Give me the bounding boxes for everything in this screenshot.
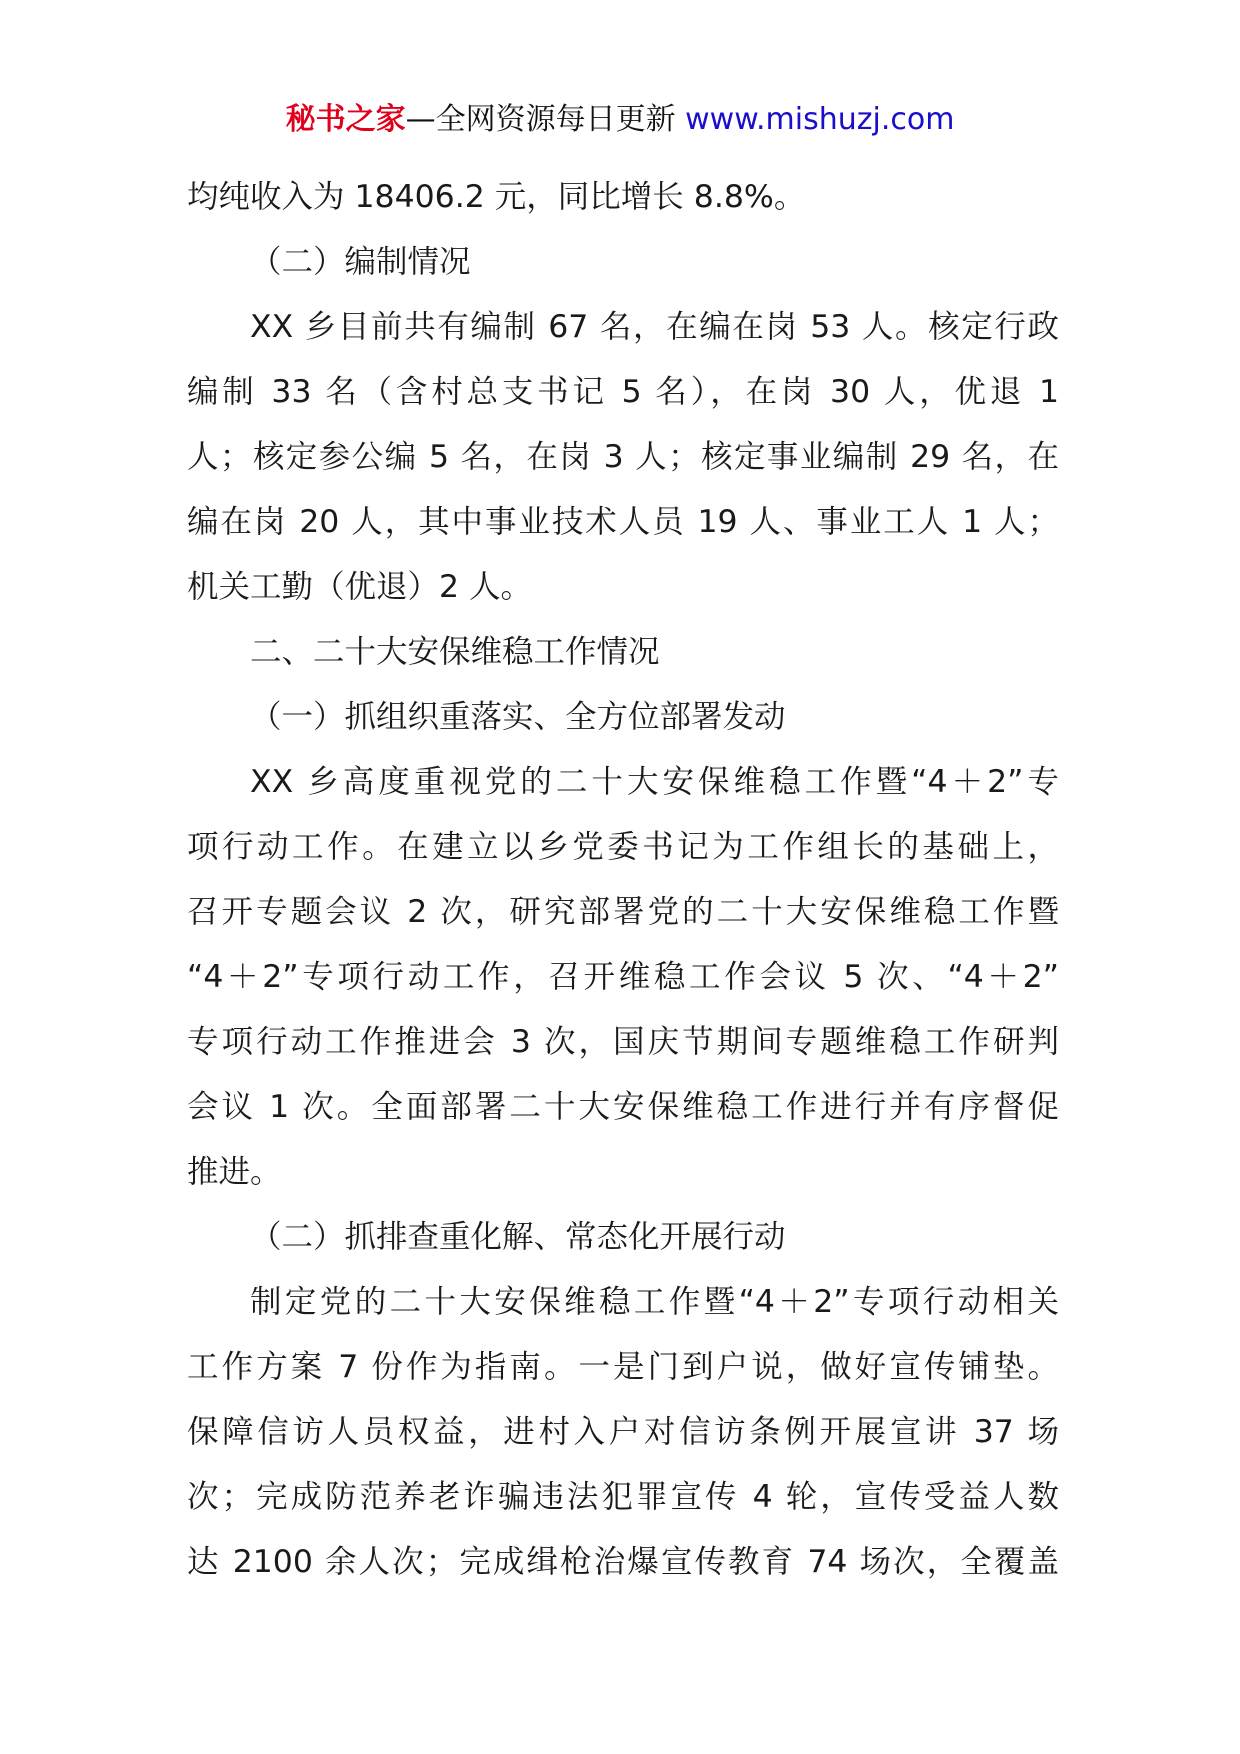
site-url-link[interactable]: www.mishuzj.com xyxy=(685,102,955,137)
text-line: 保障信访人员权益，进村入户对信访条例开展宣讲 37 场 xyxy=(187,1414,1059,1450)
section-heading: （二）抓排查重化解、常态化开展行动 xyxy=(250,1219,786,1255)
text-line: 均纯收入为 18406.2 元，同比增长 8.8%。 xyxy=(187,179,806,215)
text-line: 人；核定参公编 5 名，在岗 3 人；核定事业编制 29 名，在 xyxy=(187,439,1059,475)
watermark-header xyxy=(0,100,1240,140)
text-line: 制定党的二十大安保维稳工作暨“4＋2”专项行动相关 xyxy=(250,1284,1059,1320)
section-heading: （一）抓组织重落实、全方位部署发动 xyxy=(250,699,786,735)
text-line: 机关工勤（优退）2 人。 xyxy=(187,569,533,605)
header-slogan: —全网资源每日更新 xyxy=(405,102,686,137)
text-line: 推进。 xyxy=(187,1154,282,1190)
text-line: 工作方案 7 份作为指南。一是门到户说，做好宣传铺垫。 xyxy=(187,1349,1059,1385)
text-line: “4＋2”专项行动工作，召开维稳工作会议 5 次、“4＋2” xyxy=(187,959,1059,995)
text-line: 次；完成防范养老诈骗违法犯罪宣传 4 轮，宣传受益人数 xyxy=(187,1479,1059,1515)
document-body xyxy=(187,165,1059,1595)
text-line: 项行动工作。在建立以乡党委书记为工作组长的基础上， xyxy=(187,829,1059,865)
text-line: 达 2100 余人次；完成缉枪治爆宣传教育 74 场次，全覆盖 xyxy=(187,1544,1059,1580)
text-line: 专项行动工作推进会 3 次，国庆节期间专题维稳工作研判 xyxy=(187,1024,1059,1060)
brand-name: 秘书之家 xyxy=(285,102,406,137)
section-heading: 二、二十大安保维稳工作情况 xyxy=(250,634,660,670)
text-line: 编制 33 名（含村总支书记 5 名），在岗 30 人，优退 1 xyxy=(187,374,1059,410)
section-heading: （二）编制情况 xyxy=(250,244,471,280)
text-line: XX 乡目前共有编制 67 名，在编在岗 53 人。核定行政 xyxy=(250,309,1059,345)
text-line: 召开专题会议 2 次，研究部署党的二十大安保维稳工作暨 xyxy=(187,894,1059,930)
text-line: 会议 1 次。全面部署二十大安保维稳工作进行并有序督促 xyxy=(187,1089,1059,1125)
text-line: XX 乡高度重视党的二十大安保维稳工作暨“4＋2”专 xyxy=(250,764,1059,800)
text-line: 编在岗 20 人，其中事业技术人员 19 人、事业工人 1 人； xyxy=(187,504,1059,540)
